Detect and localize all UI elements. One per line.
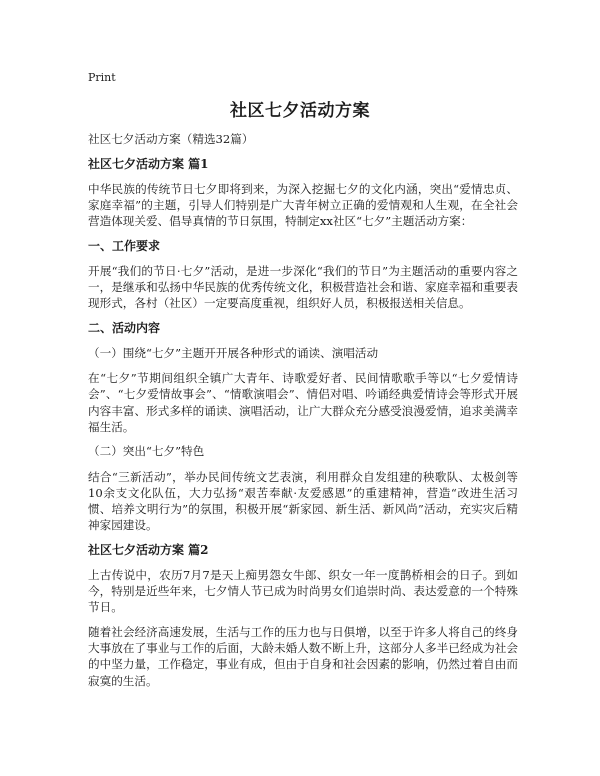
paragraph-work-requirements: 开展“我们的节日·七夕”活动，是进一步深化“我们的节日”为主题活动的重要内容之一，是继承和弘扬中华民族的优秀传统文化，积极营造社会和谐、家庭幸福和重要表现形式，各村（社区）一定要高度重视，组织好人员，积极报送相关信息。	[88, 263, 518, 311]
section-heading-1: 社区七夕活动方案 篇1	[88, 156, 209, 171]
subheading-1: （一）围绕“七夕”主题开开展各种形式的诵读、演唱活动	[88, 345, 379, 360]
heading-activity-content: 二、活动内容	[88, 320, 161, 335]
print-label: Print	[88, 71, 116, 84]
subheading-2: （二）突出“七夕”特色	[88, 444, 205, 459]
paragraph-subheading-2: 结合“三新活动”，举办民间传统文艺表演，利用群众自发组建的秧歌队、太极剑等10余支文化队伍，大力弘扬“艰苦奉献·友爱感恩”的重建精神，营造“改进生活习惯、培养文明行为”的氛围，积极开展“新家园、新生活、新风尚”活动，充实灾后精神家园建设。	[88, 469, 518, 533]
section-heading-2: 社区七夕活动方案 篇2	[88, 542, 209, 557]
document-subtitle: 社区七夕活动方案（精选32篇）	[88, 132, 254, 146]
section2-paragraph-2: 随着社会经济高速发展，生活与工作的压力也与日俱增，以至于许多人将自己的终身大事放在了事业与工作的后面，大龄未婚人数不断上升，这部分人多半已经成为社会的中坚力量，工作稳定，事业有成，但由于自身和社会因素的影响，仍然过着自由而寂寞的生活。	[88, 625, 518, 688]
page-title: 社区七夕活动方案	[230, 101, 370, 121]
paragraph-subheading-1: 在“七夕”节期间组织全镇广大青年、诗歌爱好者、民间情歌歌手等以“七夕爱情诗会”、“七夕爱情故事会”、“情歌演唱会”、情侣对唱、吟诵经典爱情诗会等形式开展内容丰富、形式多样的诵读、演唱活动，让广大群众充分感受浪漫爱情，追求美满幸福生活。	[88, 371, 518, 434]
heading-work-requirements: 一、工作要求	[88, 238, 161, 253]
document-body	[88, 131, 518, 697]
section1-intro: 中华民族的传统节日七夕即将到来，为深入挖掘七夕的文化内涵，突出“爱情忠贞、家庭幸福”的主题，引导人们特别是广大青年树立正确的爱情观和人生观，在全社会营造体现关爱、倡导真情的节日氛围，特制定xx社区“七夕”主题活动方案：	[88, 181, 518, 229]
section2-paragraph-1: 上古传说中，农历7月7是天上痴男怨女牛郎、织女一年一度鹊桥相会的日子。到如今，特别是近些年来，七夕情人节已成为时尚男女们追崇时尚、表达爱意的一个特殊节日。	[88, 567, 518, 615]
